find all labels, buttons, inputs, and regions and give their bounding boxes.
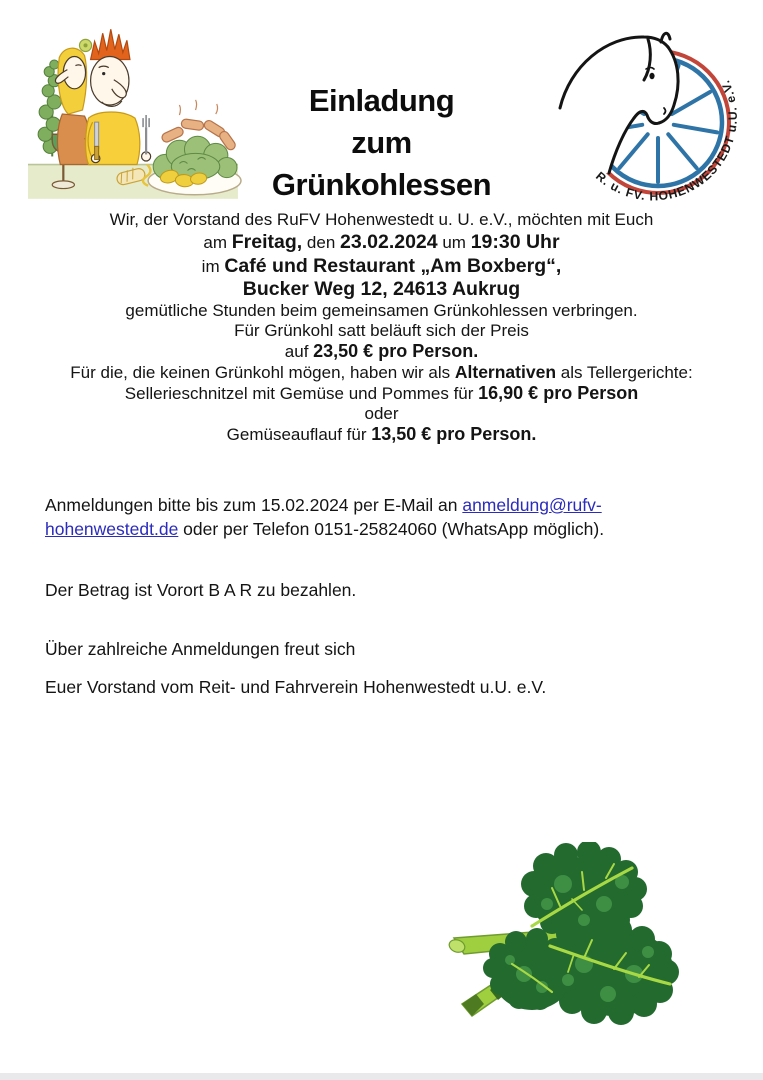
kale-illustration (432, 842, 724, 1047)
alternatives-line: Für die, die keinen Grünkohl mögen, haben wir als Alternativen als Tellergerichte: (70, 362, 693, 382)
logo-arc-text: R. u. FV. HOHENWESTEDT u.U. e.V. (593, 77, 740, 204)
page-title (160, 80, 603, 206)
kale-leaves (483, 842, 679, 1025)
event-date: 23.02.2024 (340, 231, 438, 253)
or-line: oder (364, 404, 399, 423)
auflauf-line: Gemüseauflauf für 13,50 € pro Person. (226, 424, 537, 444)
payment-line: Der Betrag ist Vorort B A R zu bezahlen. (45, 580, 357, 600)
event-time: 19:30 Uhr (470, 231, 560, 253)
event-date-line: am Freitag, den 23.02.2024 um 19:30 Uhr (203, 231, 560, 253)
page-bottom-strip (0, 1073, 763, 1080)
closing-line: Über zahlreiche Anmeldungen freut sich (45, 639, 356, 659)
intro-line: Wir, der Vorstand des RuFV Hohenwestedt u. U. e.V., möchten mit Euch (109, 210, 654, 229)
venue-line: im Café und Restaurant „Am Boxberg“, Bucker Weg 12, 24613 Aukrug (201, 255, 562, 300)
price-intro-line: Für Grünkohl satt beläuft sich der Preis (234, 321, 529, 340)
auflauf-price: 13,50 € pro Person. (371, 424, 537, 444)
header (0, 0, 763, 210)
kale-price: 23,50 € pro Person. (313, 341, 479, 361)
venue-address: Bucker Weg 12, 24613 Aukrug (242, 278, 521, 300)
activity-line: gemütliche Stunden beim gemeinsamen Grünkohlessen verbringen. (125, 301, 638, 320)
invitation-body (0, 210, 763, 445)
registration-block (0, 494, 763, 698)
title-line-3: Grünkohlessen (271, 167, 492, 202)
signature-line: Euer Vorstand vom Reit- und Fahrverein Hohenwestedt u.U. e.V. (45, 677, 547, 697)
club-logo (548, 24, 746, 210)
event-day: Freitag, (231, 231, 303, 253)
title-line-1: Einladung (308, 83, 455, 118)
price-line: auf 23,50 € pro Person. (284, 341, 479, 361)
schnitzel-price: 16,90 € pro Person (478, 383, 639, 403)
alternatives-word: Alternativen (454, 362, 557, 382)
venue-name: Café und Restaurant „Am Boxberg“, (224, 255, 562, 277)
email-link[interactable]: anmeldung@rufv-hohenwestedt.de (45, 495, 602, 539)
schnitzel-line: Sellerieschnitzel mit Gemüse und Pommes für 16,90 € pro Person (124, 383, 639, 403)
horse-head-icon (560, 33, 678, 174)
title-line-2: zum (351, 125, 412, 160)
registration-paragraph: Anmeldungen bitte bis zum 15.02.2024 per E-Mail an anmeldung@rufv-hohenwestedt.de oder per Telefon 0151-25824060 (WhatsApp möglich). (45, 495, 605, 539)
